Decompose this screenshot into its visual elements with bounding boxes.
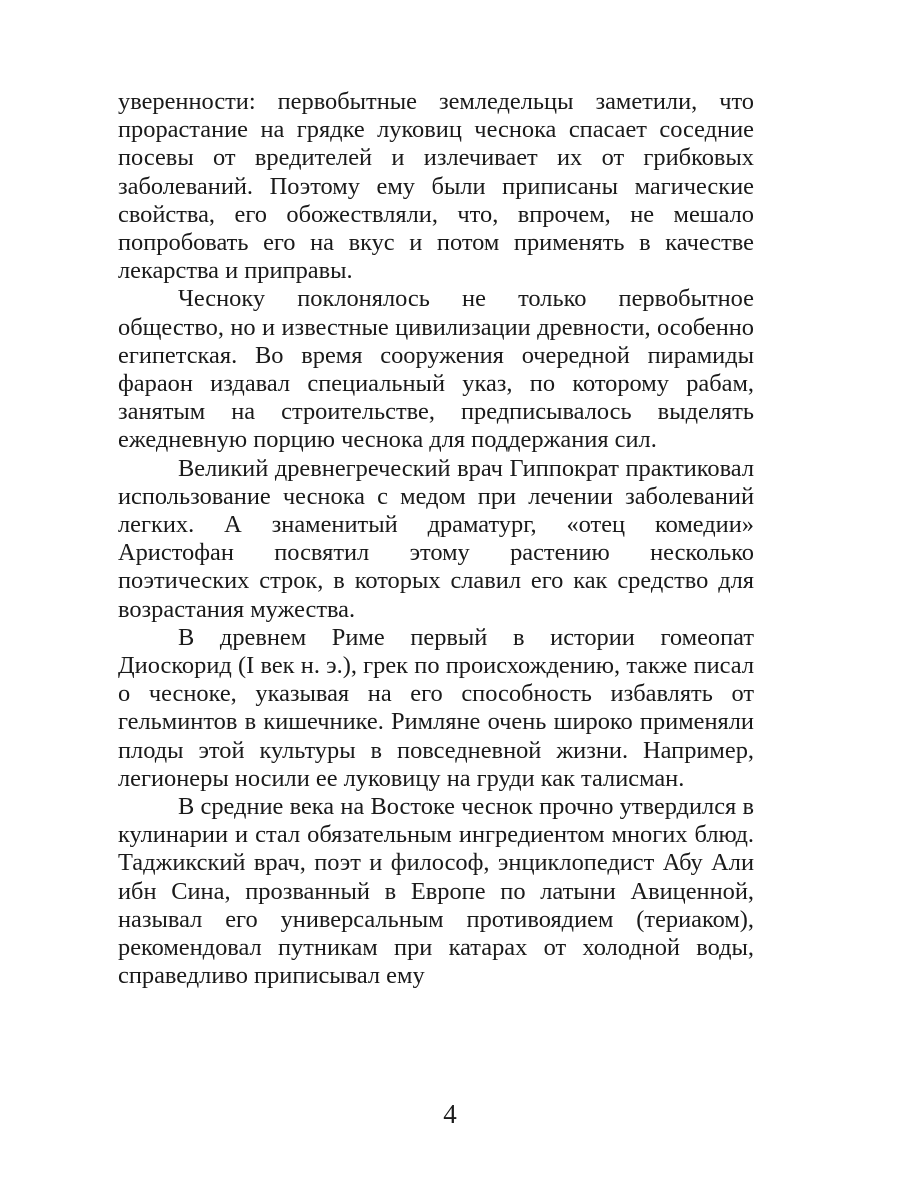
page-number: 4 bbox=[443, 1099, 457, 1129]
paragraph-1: уверенности: первобытные земледельцы заметили, что прорастание на грядке луковиц чеснока спасает соседние посевы от вредителей и излечивает их от грибковых заболеваний. Поэтому ему были приписаны магические свойства, его обожествляли, что, впрочем, не мешало попробовать его на вкус и потом применять в качестве лекарства и приправы. bbox=[118, 88, 754, 285]
page-body bbox=[118, 88, 754, 991]
paragraph-3: Великий древнегреческий врач Гиппократ практиковал использование чеснока с медом при лечении заболеваний легких. А знаменитый драматург, «отец комедии» Аристофан посвятил этому растению несколько поэтических строк, в которых славил его как средство для возрастания мужества. bbox=[118, 454, 754, 623]
paragraph-5: В средние века на Востоке чеснок прочно утвердился в кулинарии и стал обязательным ингредиентом многих блюд. Таджикский врач, поэт и философ, энциклопедист Абу Али ибн Сина, прозванный в Европе по латыни Авиценной, называл его универсальным противоядием (териаком), рекомендовал путникам при катарах от холодной воды, справедливо приписывал ему bbox=[118, 793, 754, 990]
paragraph-2: Чесноку поклонялось не только первобытное общество, но и известные цивилизации древности, особенно египетская. Во время сооружения очередной пирамиды фараон издавал специальный указ, по которому рабам, занятым на строительстве, предписывалось выделять ежедневную порцию чеснока для поддержания сил. bbox=[118, 285, 754, 454]
paragraph-4: В древнем Риме первый в истории гомеопат Диоскорид (I век н. э.), грек по происхождению, также писал о чесноке, указывая на его способность избавлять от гельминтов в кишечнике. Римляне очень широко применяли плоды этой культуры в повседневной жизни. Например, легионеры носили ее луковицу на груди как талисман. bbox=[118, 623, 754, 792]
